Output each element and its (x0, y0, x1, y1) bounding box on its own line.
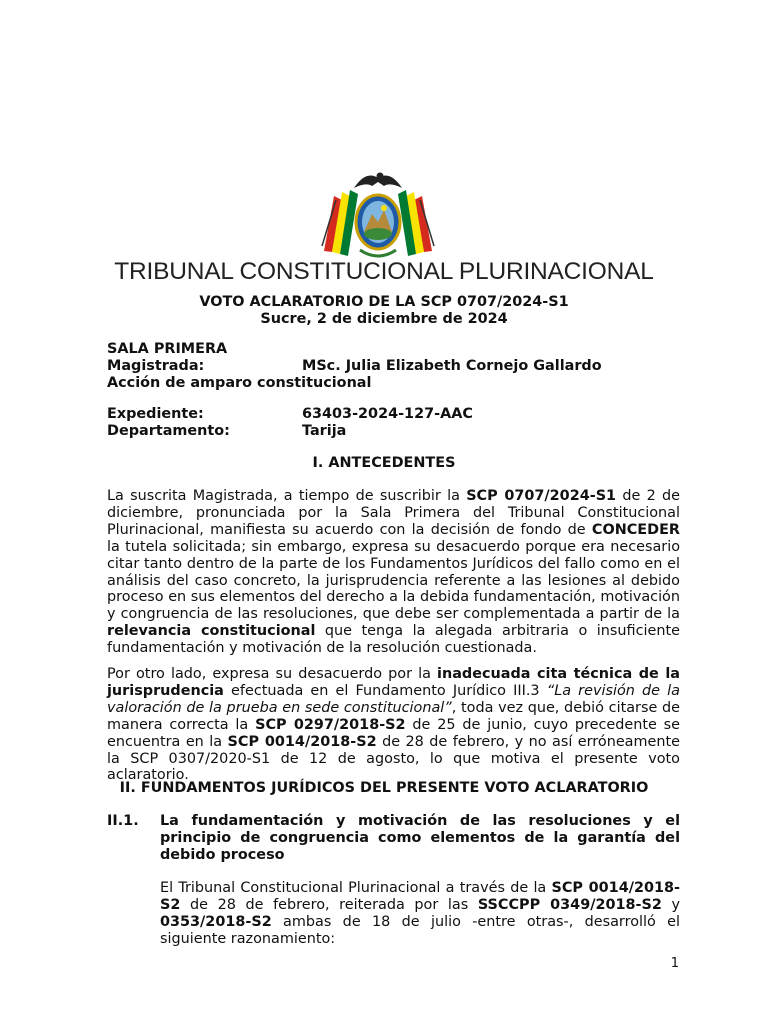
emphasis-bold: SCP 0297/2018-S2 (255, 716, 406, 733)
emphasis-bold: inadecuada cita técnica de la jurisprudencia (107, 666, 680, 699)
emphasis-bold: SSCCPP 0349/2018-S2 (477, 896, 662, 913)
place-date: Sucre, 2 de diciembre de 2024 (260, 311, 508, 327)
institution-name: TRIBUNAL CONSTITUCIONAL PLURINACIONAL (114, 258, 654, 285)
emphasis-bold: CONCEDER (591, 521, 680, 538)
departamento-row (107, 423, 347, 440)
page-number: 1 (670, 956, 679, 971)
text-run: El Tribunal Constitucional Plurinacional a través de la (160, 880, 552, 896)
antecedentes-paragraph-2 (107, 666, 680, 784)
emphasis-bold: 0353/2018-S2 (160, 913, 272, 930)
text-run: y (661, 896, 680, 913)
accion-label: Acción de amparo constitucional (107, 375, 372, 391)
section-fundamentos-title: II. FUNDAMENTOS JURÍDICOS DEL PRESENTE VOTO ACLARATORIO (119, 780, 649, 796)
antecedentes-paragraph-1 (107, 488, 680, 657)
sala-label: SALA PRIMERA (107, 341, 228, 357)
departamento-label: Departamento: (107, 423, 230, 439)
document-title: VOTO ACLARATORIO DE LA SCP 0707/2024-S1 (199, 294, 569, 310)
emphasis-italic: “La revisión de la valoración de la prueba en sede constitucional” (107, 682, 680, 716)
magistrada-label: Magistrada: (107, 358, 205, 374)
fundamentos-paragraph-1 (160, 880, 680, 948)
departamento-value: Tarija (302, 423, 347, 439)
expediente-value: 63403-2024-127-AAC (302, 406, 473, 422)
section-antecedentes-title: I. ANTECEDENTES (312, 455, 456, 471)
text-run: la tutela solicitada; sin embargo, expresa su desacuerdo porque era necesario citar tanto dentro de la parte de los Fundamentos Jurídicos del fallo como en el análisis del caso concreto, la jurisprudencia referente a las lesiones al debido proceso en sus elementos del derecho a la debida fundamentación, motivación y congruencia de las resoluciones, que debe ser complementada a partir de la (107, 538, 680, 623)
text-run: efectuada en el Fundamento Jurídico III.3 (223, 682, 547, 699)
text-run: de 28 de febrero, y no así erróneamente la SCP 0307/2020-S1 de 12 de agosto, lo que motiva el presente voto aclaratorio. (107, 733, 680, 784)
expediente-row (107, 406, 473, 423)
magistrada-row (107, 358, 602, 375)
text-run: La suscrita Magistrada, a tiempo de suscribir la (107, 488, 467, 504)
text-run: Por otro lado, expresa su desacuerdo por la (107, 666, 438, 682)
text-run: de 25 de junio, cuyo precedente se encuentra en la (107, 716, 681, 750)
expediente-label: Expediente: (107, 406, 204, 422)
magistrada-value: MSc. Julia Elizabeth Cornejo Gallardo (302, 358, 602, 374)
subsection-title: La fundamentación y motivación de las resoluciones y el principio de congruencia como elementos de la garantía del debido proceso (160, 813, 680, 863)
emphasis-bold: SCP 0014/2018-S2 (227, 733, 377, 750)
bolivia-coat-of-arms-icon (314, 166, 442, 262)
subsection-number: II.1. (107, 813, 139, 829)
text-run: que tenga la alegada arbitraria o insuficiente fundamentación y motivación de la resolución cuestionada. (107, 623, 680, 657)
emphasis-bold: SCP 0707/2024-S1 (466, 488, 617, 504)
emphasis-bold: SCP 0014/2018-S2 (160, 880, 680, 913)
text-run: ambas de 18 de julio -entre otras-, desarrolló el siguiente razonamiento: (160, 913, 680, 947)
text-run: de 28 de febrero, reiterada por las (180, 896, 478, 913)
emphasis-bold: relevancia constitucional (107, 623, 316, 640)
text-run: de 2 de diciembre, pronunciada por la Sala Primera del Tribunal Constitucional Plurinacional, manifiesta su acuerdo con la decisión de fondo de (107, 488, 681, 538)
text-run: , toda vez que, debió citarse de manera correcta la (107, 699, 680, 733)
